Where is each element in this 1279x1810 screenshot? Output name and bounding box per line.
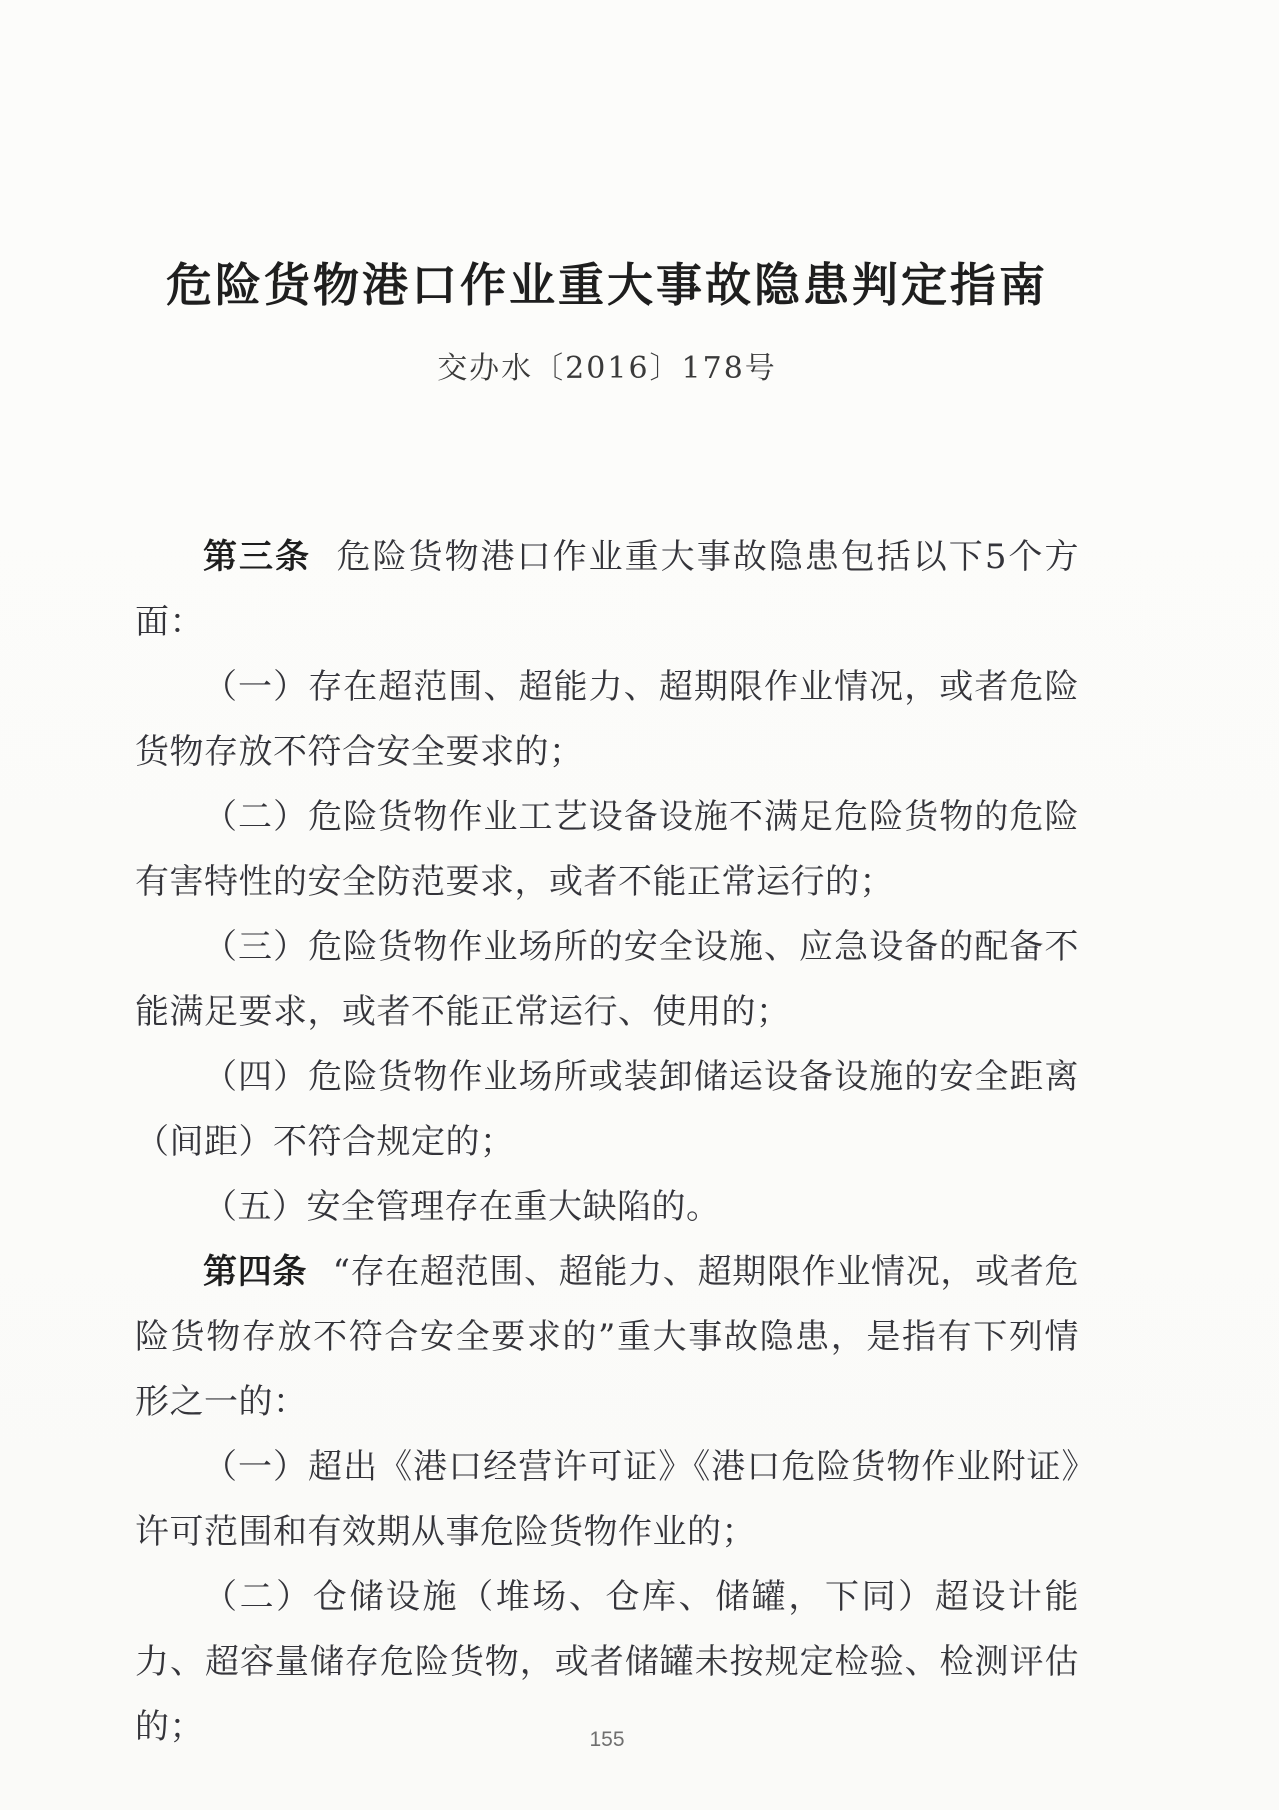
document-body [135,525,1079,1760]
paragraph: （五）安全管理存在重大缺陷的。 [203,1187,721,1228]
paragraph: （一）超出《港口经营许可证》《港口危险货物作业附证》许可范围和有效期从事危险货物作业的； [135,1447,1079,1553]
paragraph: （四）危险货物作业场所或装卸储运设备设施的安全距离（间距）不符合规定的； [135,1057,1079,1163]
paragraph: 第三条 危险货物港口作业重大事故隐患包括以下5个方面： [135,537,1079,643]
article-number: 第三条 [203,538,312,577]
article-number: 第四条 [203,1253,308,1292]
document-title: 危险货物港口作业重大事故隐患判定指南 [166,259,1048,311]
paragraph: 第四条 “存在超范围、超能力、超期限作业情况，或者危险货物存放不符合安全要求的”重大事故隐患，是指有下列情形之一的： [135,1252,1079,1423]
paragraph: （一）存在超范围、超能力、超期限作业情况，或者危险货物存放不符合安全要求的； [135,667,1079,773]
document-number: 交办水〔2016〕178号 [437,351,777,387]
paragraph: （三）危险货物作业场所的安全设施、应急设备的配备不能满足要求，或者不能正常运行、使用的； [135,927,1079,1033]
page-number: 155 [589,1728,625,1751]
paragraph: （二）危险货物作业工艺设备设施不满足危险货物的危险有害特性的安全防范要求，或者不能正常运行的； [135,797,1079,903]
paragraph: （二）仓储设施（堆场、仓库、储罐，下同）超设计能力、超容量储存危险货物，或者储罐未按规定检验、检测评估的； [135,1577,1079,1748]
